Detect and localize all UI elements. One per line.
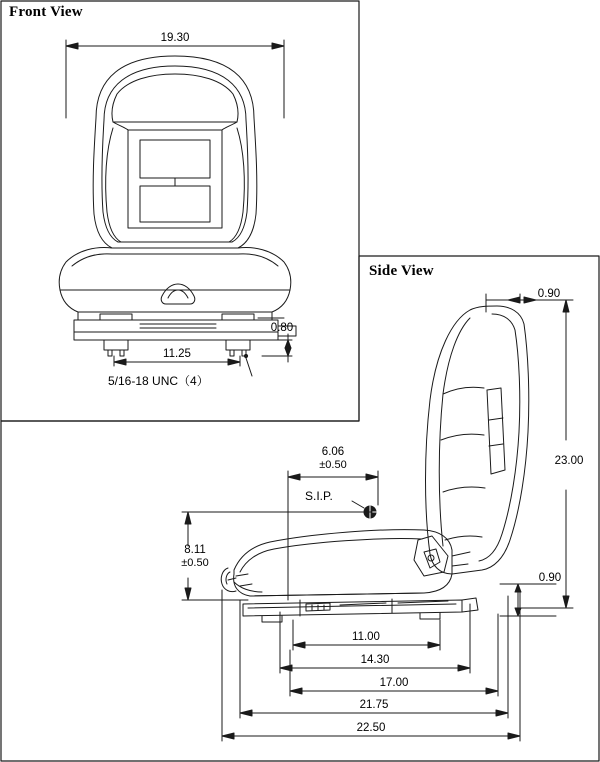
dim-text-mount-height: 0.80 bbox=[270, 322, 294, 334]
dim-text-top-offset: 0.90 bbox=[537, 288, 561, 300]
dim-value-sip-horizontal: 6.06 bbox=[321, 446, 345, 458]
dim-text-overall-height: 23.00 bbox=[554, 455, 584, 467]
dim-text-sip-vertical bbox=[168, 544, 222, 569]
thread-callout-label: 5/16-18 UNC（4） bbox=[108, 374, 209, 388]
dim-front-mount-height bbox=[262, 334, 292, 362]
dim-text-base-offset: 0.90 bbox=[538, 572, 562, 584]
side-seat-adjust-lever bbox=[228, 574, 252, 586]
dim-tolerance-sip-horizontal: ±0.50 bbox=[319, 458, 347, 471]
dim-front-overall-width bbox=[66, 40, 284, 118]
side-seat-cushion bbox=[221, 530, 452, 596]
dim-text-slide-rail-length: 11.00 bbox=[352, 631, 380, 643]
dim-value-sip-vertical: 8.11 bbox=[184, 544, 206, 556]
dim-text-overall-width: 19.30 bbox=[160, 32, 190, 44]
dim-text-overall-depth-1: 21.75 bbox=[359, 699, 389, 711]
dim-tolerance-sip-vertical: ±0.50 bbox=[181, 556, 209, 569]
dim-text-overall-depth-2: 22.50 bbox=[356, 722, 386, 734]
dim-text-mount-hole-spacing: 11.25 bbox=[163, 348, 191, 360]
dim-side-sip-horizontal bbox=[288, 471, 378, 600]
thread-callout-leader bbox=[244, 354, 252, 376]
dim-side-overall-height bbox=[520, 300, 573, 608]
front-seat-cushion bbox=[59, 248, 291, 320]
dim-text-sip-horizontal bbox=[305, 446, 361, 471]
front-view-title: Front View bbox=[9, 4, 83, 20]
side-view-title: Side View bbox=[369, 263, 434, 279]
dim-text-base-length-2: 17.00 bbox=[379, 677, 409, 689]
front-seat-outline bbox=[93, 56, 257, 248]
dim-text-base-length-1: 14.30 bbox=[360, 654, 390, 666]
side-slide-rail-assembly bbox=[243, 598, 478, 622]
side-seat-hinge bbox=[414, 536, 470, 576]
sip-label: S.I.P. bbox=[305, 489, 333, 503]
sip-point-marker bbox=[352, 501, 376, 518]
